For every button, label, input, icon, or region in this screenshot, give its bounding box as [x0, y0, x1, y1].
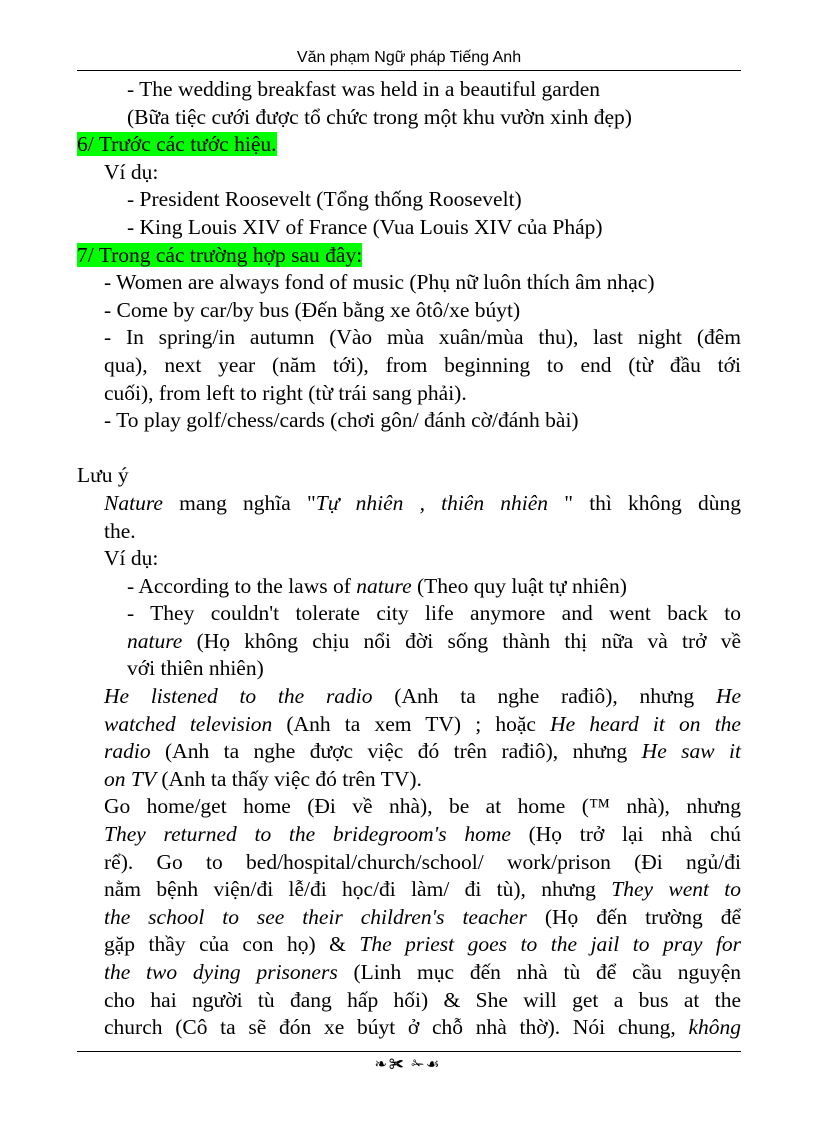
- text-line: cuối), from left to right (từ trái sang phải).: [104, 380, 467, 405]
- italic-text: không: [688, 1015, 741, 1040]
- italic-text: the school to see their children's teacher: [104, 904, 527, 929]
- text-span: (Họ không chịu nổi đời sống thành thị nữa và trở về: [182, 628, 741, 653]
- text-span: mang nghĩa ": [162, 490, 316, 515]
- text-line: rể). Go to bed/hospital/church/school/ work/prison (Đi ngủ/đi: [104, 849, 741, 874]
- text-span: (Họ đến trường để: [526, 904, 742, 929]
- header-divider: [77, 70, 741, 71]
- text-line: với thiên nhiên): [127, 656, 264, 681]
- text-line: - In spring/in autumn (Vào mùa xuân/mùa thu), last night (đêm: [104, 325, 741, 350]
- text-span: (Theo quy luật tự nhiên): [411, 573, 627, 598]
- text-span: (Linh mục đến nhà tù để cầu nguyện: [337, 960, 741, 984]
- text-line: - Come by car/by bus (Đến bằng xe ôtô/xe búyt): [104, 297, 521, 322]
- text-span: nằm bệnh viện/đi lễ/đi học/đi làm/ đi tù), nhưng: [104, 877, 612, 902]
- text-line: [77, 1014, 741, 1042]
- italic-text: They returned to the bridegroom's home: [104, 822, 511, 847]
- text-line: [77, 683, 741, 711]
- text-line: [77, 573, 741, 601]
- text-line: the.: [104, 518, 136, 543]
- italic-text: He heard it on the: [550, 711, 741, 736]
- text-span: (Anh ta thấy việc đó trên TV).: [155, 766, 422, 791]
- italic-text: He saw it: [641, 739, 741, 764]
- text-span: church (Cô ta sẽ đón xe búyt ở chỗ nhà thờ). Nói chung,: [104, 1015, 689, 1040]
- text-line: - The wedding breakfast was held in a beautiful garden: [127, 77, 601, 101]
- italic-text: Nature: [104, 490, 163, 515]
- text-span: (Anh ta nghe rađiô), nhưng: [372, 684, 716, 709]
- text-line: (Bữa tiệc cưới được tổ chức trong một khu vườn xinh đẹp): [127, 104, 632, 129]
- text-line: - President Roosevelt (Tổng thống Roosevelt): [127, 187, 522, 212]
- note-heading: Lưu ý: [77, 463, 129, 488]
- text-line: [77, 876, 741, 904]
- text-span: (Anh ta xem TV) ; hoặc: [272, 711, 551, 736]
- footer-divider: [77, 1051, 741, 1052]
- text-span: " thì không dùng: [548, 490, 741, 515]
- italic-text: He listened to the radio: [104, 684, 373, 709]
- text-line: [77, 931, 741, 959]
- highlighted-heading: 6/ Trước các tước hiệu.: [77, 132, 277, 157]
- text-span: (Anh ta nghe được việc đó trên rađiô), nhưng: [150, 739, 642, 764]
- text-line: - They couldn't tolerate city life anymore and went back to: [127, 601, 741, 626]
- text-line: [77, 959, 741, 987]
- section-heading: [77, 242, 741, 270]
- text-line: [77, 766, 741, 794]
- italic-text: the two dying prisoners: [104, 960, 338, 984]
- italic-text: watched television: [104, 711, 273, 736]
- highlighted-heading: 7/ Trong các trường hợp sau đây:: [77, 242, 363, 267]
- italic-text: nature: [127, 628, 183, 653]
- text-line: - King Louis XIV of France (Vua Louis XIV của Pháp): [127, 214, 603, 239]
- italic-text: on TV: [104, 766, 156, 791]
- footer-ornament-icon: ❧✀ ✁☙: [374, 1057, 442, 1073]
- document-body: [77, 76, 741, 1042]
- italic-text: The priest goes to the jail to pray for: [359, 932, 741, 957]
- text-line: cho hai người tù đang hấp hối) & She will get a bus at the: [104, 987, 741, 1012]
- text-span: - According to the laws of: [127, 573, 357, 598]
- blank-line: [77, 435, 741, 463]
- text-line: Ví dụ:: [104, 159, 159, 184]
- italic-text: radio: [104, 739, 151, 764]
- text-span: (Họ trở lại nhà chú: [510, 822, 741, 847]
- italic-text: They went to: [611, 877, 742, 902]
- text-line: Ví dụ:: [104, 546, 159, 571]
- italic-text: He: [715, 684, 742, 709]
- text-line: [77, 628, 741, 656]
- text-line: - Women are always fond of music (Phụ nữ luôn thích âm nhạc): [104, 270, 655, 295]
- section-heading: [77, 131, 741, 159]
- text-line: [77, 711, 741, 739]
- italic-text: Tự nhiên , thiên nhiên: [315, 490, 549, 515]
- text-line: Go home/get home (Đi về nhà), be at home (™ nhà), nhưng: [104, 794, 741, 819]
- text-line: [77, 490, 741, 518]
- text-line: - To play golf/chess/cards (chơi gôn/ đánh cờ/đánh bài): [104, 408, 579, 433]
- text-line: [77, 738, 741, 766]
- page-header: Văn phạm Ngữ pháp Tiếng Anh: [296, 49, 522, 66]
- text-line: [77, 821, 741, 849]
- text-line: [77, 904, 741, 932]
- text-span: gặp thầy của con họ) &: [104, 932, 360, 957]
- text-line: qua), next year (năm tới), from beginning to end (từ đầu tới: [104, 352, 741, 377]
- italic-text: nature: [356, 573, 412, 598]
